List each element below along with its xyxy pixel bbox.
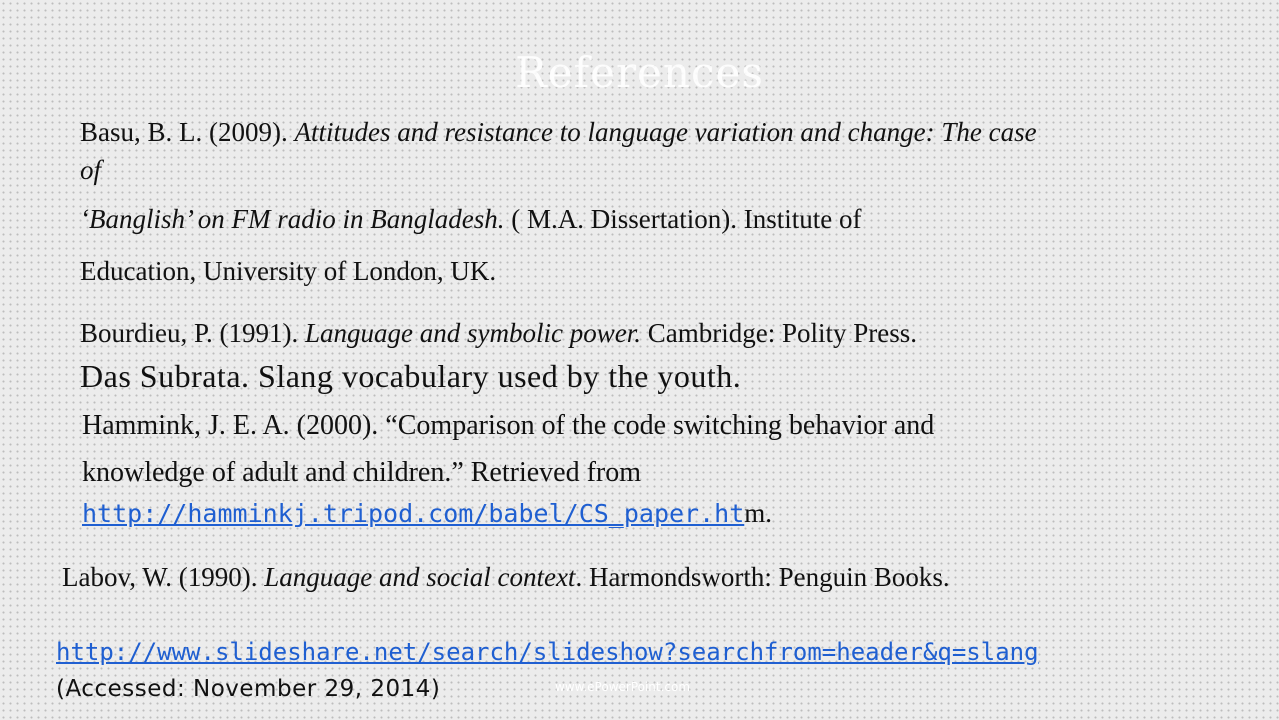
- bourdieu-title: Language and symbolic power.: [305, 318, 641, 348]
- reference-das: Das Subrata. Slang vocabulary used by the youth.: [80, 358, 742, 394]
- basu-title-part-1: Attitudes and resistance to language variation and change: The case: [294, 117, 1037, 147]
- reference-hammink-line-3: [82, 498, 772, 529]
- bourdieu-author-year: Bourdieu, P. (1991).: [80, 318, 305, 348]
- reference-basu-line-3: [80, 204, 861, 235]
- reference-hammink-line-1: Hammink, J. E. A. (2000). “Comparison of the code switching behavior and: [82, 410, 935, 441]
- hammink-url-link[interactable]: http://hamminkj.tripod.com/babel/CS_paper.ht: [82, 499, 745, 528]
- reference-labov: [62, 562, 950, 593]
- basu-publication-info: ( M.A. Dissertation). Institute of: [504, 204, 862, 234]
- slide-title: References: [515, 48, 764, 97]
- basu-author-year: Basu, B. L. (2009).: [80, 117, 295, 147]
- basu-title-part-3: ‘Banglish’ on FM radio in Bangladesh.: [80, 204, 505, 234]
- labov-title: Language and social context: [264, 562, 576, 592]
- reference-basu-line-1: [80, 117, 1037, 148]
- reference-hammink-line-2: knowledge of adult and children.” Retrieved from: [82, 457, 642, 488]
- reference-slideshare-url-line: [56, 638, 1039, 666]
- basu-institution: Education, University of London, UK.: [80, 256, 497, 286]
- basu-title-part-2: of: [80, 155, 102, 185]
- labov-publisher: . Harmondsworth: Penguin Books.: [575, 562, 950, 592]
- labov-author-year: Labov, W. (1990).: [62, 562, 265, 592]
- hammink-url-tail: m.: [744, 498, 773, 528]
- reference-bourdieu: [80, 318, 917, 349]
- reference-basu-line-4: [80, 256, 496, 287]
- slideshare-url-link[interactable]: http://www.slideshare.net/search/slideshow?searchfrom=header&q=slang: [56, 638, 1039, 666]
- bourdieu-publisher: Cambridge: Polity Press.: [640, 318, 917, 348]
- reference-basu-line-2: [80, 155, 101, 186]
- slideshare-accessed-date: (Accessed: November 29, 2014): [56, 676, 441, 702]
- watermark: www.ePowerPoint.com: [555, 680, 691, 694]
